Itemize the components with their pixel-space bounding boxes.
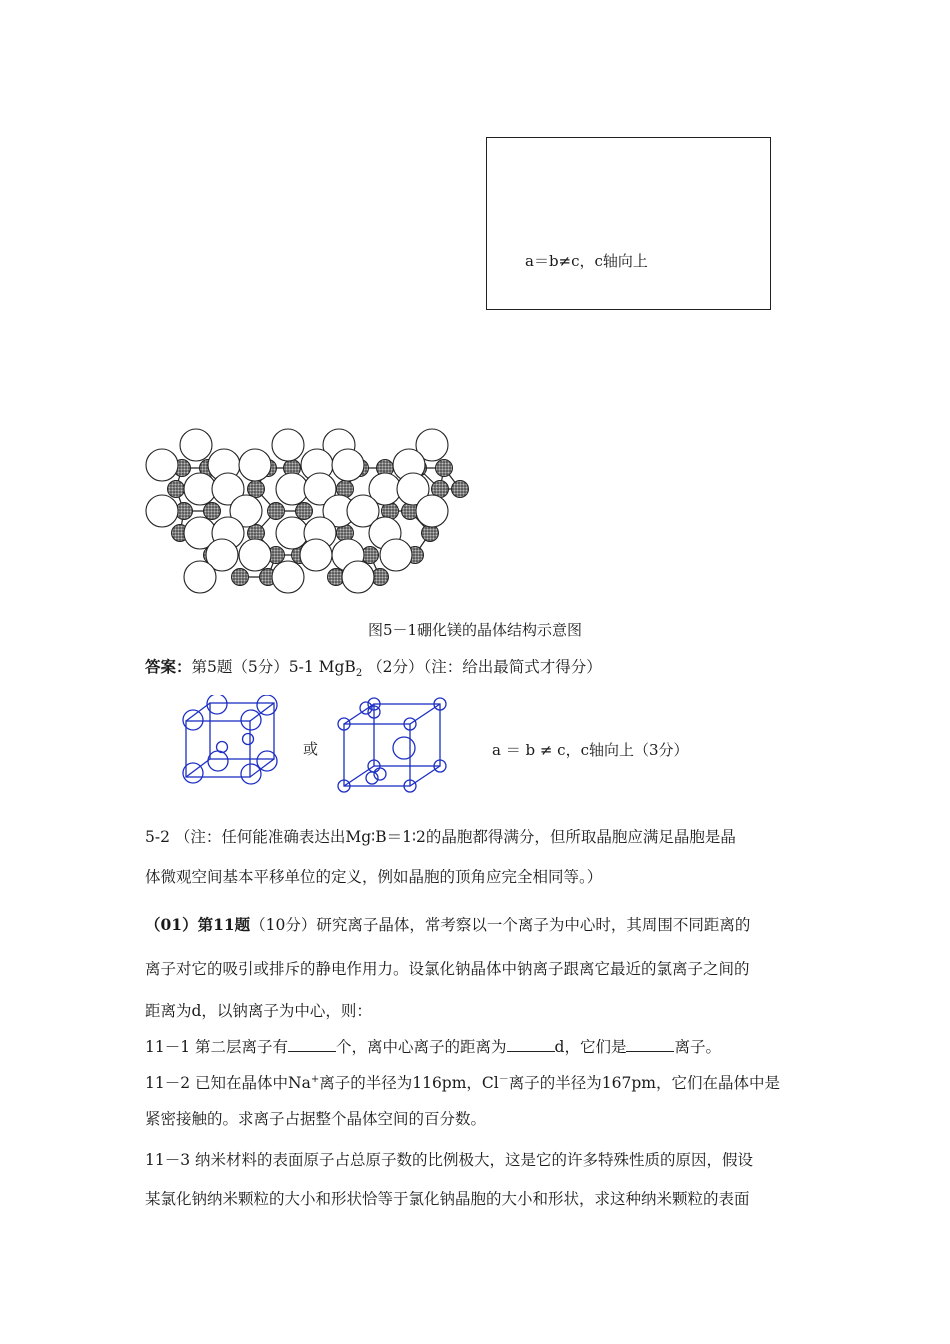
magnesium-atom: [184, 561, 216, 593]
or-text: 或: [303, 740, 319, 758]
magnesium-atom: [146, 449, 178, 481]
q11-2-text-c: 离子的半径为167pm，它们在晶体中是: [508, 1074, 780, 1093]
magnesium-atom: [180, 429, 212, 461]
q11-2-text-b: 离子的半径为116pm，Cl: [319, 1074, 499, 1093]
note-line-2: 体微观空间基本平移单位的定义，例如晶胞的顶角应完全相同等。）: [145, 868, 603, 886]
magnesium-atom: [332, 449, 364, 481]
answer-text-b: （2分）（注：给出最简式才得分）: [362, 658, 602, 676]
q11-1-line: [145, 1035, 721, 1057]
boron-atom: [248, 481, 265, 498]
q11-intro-line-1: [145, 913, 750, 935]
q11-1-text-d: 离子。: [674, 1038, 721, 1056]
answer-blank-1: [288, 1037, 336, 1052]
magnesium-atom: [276, 517, 308, 549]
q11-label: （01）第11题: [145, 915, 251, 934]
q11-1-text-c: d，它们是: [554, 1038, 627, 1056]
q11-1-text-b: 个，离中心离子的距离为: [336, 1038, 507, 1056]
note-line-1: 5-2 （注：任何能准确表达出Mg∶B＝1∶2的晶胞都得满分，但所取晶胞应满足晶胞是晶: [145, 828, 736, 846]
answer-blank-3: [626, 1037, 674, 1052]
figure-caption: 图5－1硼化镁的晶体结构示意图: [367, 621, 583, 639]
cl-charge: －: [498, 1074, 509, 1085]
boron-atom: [296, 503, 313, 520]
answer-box: [486, 137, 771, 310]
boron-atom: [436, 460, 453, 477]
q11-2-text-a: 11－2 已知在晶体中Na: [145, 1074, 311, 1093]
q11-intro-rest: （10分）研究离子晶体，常考察以一个离子为中心时，其周围不同距离的: [250, 916, 751, 934]
magnesium-atom: [239, 449, 271, 481]
q11-intro-line-2: 离子对它的吸引或排斥的静电作用力。设氯化钠晶体中钠离子跟离它最近的氯离子之间的: [145, 960, 750, 978]
mgb2-structure-figure: [140, 425, 475, 600]
magnesium-atom: [380, 539, 412, 571]
q11-intro-line-3: 距离为d，以钠离子为中心，则：: [145, 1002, 372, 1020]
boron-atom: [232, 569, 249, 586]
magnesium-atom: [146, 495, 178, 527]
q11-3-line-2: 某氯化钠纳米颗粒的大小和形状恰等于氯化钠晶胞的大小和形状，求这种纳米颗粒的表面: [145, 1190, 750, 1208]
answer-text-a: 第5题（5分）5-1 MgB: [191, 658, 356, 676]
answer-blank-2: [507, 1037, 555, 1052]
magnesium-atom: [184, 473, 216, 505]
magnesium-atom: [416, 495, 448, 527]
magnesium-atom: [276, 473, 308, 505]
answer-label: 答案：: [145, 657, 192, 676]
q11-2-line-2: 紧密接触的。求离子占据整个晶体空间的百分数。: [145, 1110, 487, 1128]
boron-atom: [204, 503, 221, 520]
magnesium-atom: [272, 561, 304, 593]
magnesium-atom: [300, 539, 332, 571]
unit-cell-diagram-2: [332, 690, 448, 800]
boron-atom: [168, 481, 185, 498]
answer-box-text: a＝b≠c，c轴向上: [525, 252, 648, 270]
q11-3-line-1: 11－3 纳米材料的表面原子占总原子数的比例极大，这是它的许多特殊性质的原因，假设: [145, 1151, 754, 1169]
boron-atom: [268, 503, 285, 520]
answer-subscript: 2: [355, 668, 363, 680]
unit-cell-diagram-1: [178, 695, 286, 795]
boron-atom: [452, 481, 469, 498]
q11-2-line-1: [145, 1070, 780, 1093]
magnesium-atom: [239, 539, 271, 571]
q11-1-text-a: 11－1 第二层离子有: [145, 1038, 289, 1056]
answer-line: [145, 655, 602, 679]
lattice-note: a ＝ b ≠ c，c轴向上（3分）: [492, 741, 689, 759]
magnesium-atom: [272, 429, 304, 461]
magnesium-atom: [342, 561, 374, 593]
na-charge: +: [310, 1074, 320, 1085]
